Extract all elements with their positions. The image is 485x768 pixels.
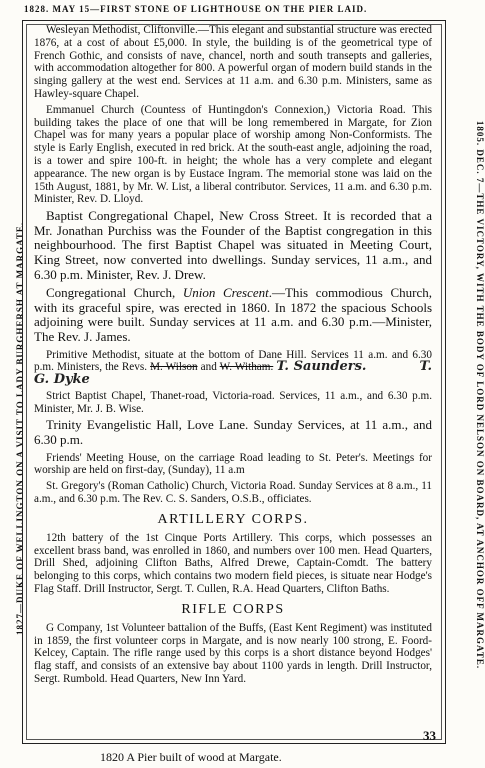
friends-paragraph: Friends' Meeting House, on the carriage Road leading to St. Peter's. Meetings for worship are held on first-day, (Sunday), 11 a.m <box>34 451 432 477</box>
baptist-paragraph: Baptist Congregational Chapel, New Cross Street. It is recorded that a Mr. Jonathan Purchiss was the Founder of the Baptist congregation in this neighbourhood. The first Baptist Chapel was situated in Meeting Court, King Street, now converted into dwellings. Sunday services, 11 a.m., and 6.30 p.m. Minister, Rev. J. Drew. <box>34 208 432 282</box>
congregational-title: Congregational Church, <box>46 285 176 301</box>
artillery-heading: ARTILLERY CORPS. <box>157 511 309 527</box>
congregational-paragraph <box>34 286 432 344</box>
primitive-paragraph <box>34 349 432 387</box>
page-content <box>34 24 432 689</box>
top-margin-strip: 1828. MAY 15—FIRST STONE OF LIGHTHOUSE ON THE PIER LAID. <box>24 4 368 14</box>
st-gregory-paragraph: St. Gregory's (Roman Catholic) Church, Victoria Road. Sunday Services at 8 a.m., 11 a.m., and 6.30 p.m. The Rev. C. S. Sanders, O.S.B., officiates. <box>34 480 432 506</box>
bottom-margin-strip: 1820 A Pier built of wood at Margate. <box>100 750 282 764</box>
trinity-paragraph: Trinity Evangelistic Hall, Love Lane. Sunday Services, at 11 a.m., and 6.30 p.m. <box>34 417 432 448</box>
rifle-heading: RIFLE CORPS <box>181 601 285 617</box>
primitive-and: and <box>200 361 217 374</box>
page-number: 33 <box>423 728 436 743</box>
congregational-body: .—This commodious Church, with its graceful spire, was erected in 1860. In 1872 the spacious Schools adjoining were built. Sunday services at 11 a.m. and 6.30 p.m.—Minister, The Rev. J. James. <box>34 285 432 344</box>
struck-minister-2: W. Witham. <box>219 361 274 374</box>
emmanuel-paragraph: Emmanuel Church (Countess of Huntingdon's Connexion,) Victoria Road. This building takes the place of one that will be long remembered in Margate, for Zion Chapel was for many years a popular place of worship among Non-Conformists. The style is Early English, executed in red brick. At the south-east angle, adjoining the road, is a tower and spire 100-ft. in height; the whole has a very complete and elegant appearance. The new organ is by Eustace Ingram. The memorial stone was laid on the 15th August, 1881, by Mr. W. List, a liberal contributor. Services, 11 a.m. and 6.30 p.m. Minister, Rev. D. Lloyd. <box>34 103 432 206</box>
congregational-location: Union Crescent <box>182 285 269 301</box>
struck-minister-1: M. Wilson <box>150 361 198 374</box>
handwritten-name-2: T. G. Dyke <box>34 359 433 388</box>
wesleyan-paragraph: Wesleyan Methodist, Cliftonville.—This elegant and substantial structure was erected 1876, at a cost of about £5,000. In style, the building is of the geometrical type of French Gothic, and consists of nave, chancel, north and south transepts and galleries, with accommodation altogether for 800. A powerful organ of modern build stands in the singing gallery at the west end. Services at 11 a.m. and 6.30 p.m. Ministers, same as Hawley-square Chapel. <box>34 24 432 100</box>
left-margin-strip: 1827—DUKE OF WELLINGTON ON A VISIT TO LADY BURGHERSH AT MARGATE. <box>15 221 25 635</box>
right-margin-strip: 1805. DEC. 7—THE VICTORY, WITH THE BODY OF LORD NELSON ON BOARD, AT ANCHOR OFF MARGATE. <box>475 120 485 670</box>
artillery-paragraph: 12th battery of the 1st Cinque Ports Artillery. This corps, which possesses an excellent brass band, was enrolled in 1860, and numbers over 100 men. Head Quarters, Drill Shed, adjoining Clifton Baths, Alfred Drewe, Captain-Comdt. The battery belonging to this corps, which contains two modern field pieces, is situate near Hodge's Flag Staff. Drill Instructor, Sergt. T. Cullen, R.A. Head Quarters, Clifton Baths. <box>34 531 432 596</box>
primitive-body: Primitive Methodist, situate at the bottom of Dane Hill. Services 11 a.m. and 6.30 p.m. Ministers, the Revs. <box>34 348 432 374</box>
rifle-paragraph: G Company, 1st Volunteer battalion of the Buffs, (East Kent Regiment) was instituted in 1859, the first volunteer corps in Margate, and is now nearly 100 strong, E. Foord-Kelcey, Captain. The rifle range used by this corps is a short distance beyond Hodges' flag staff, and consists of an extensive bay about 1100 yards in length. Drill Instructor, Sergt. Rumbold. Head Quarters, New Inn Yard. <box>34 621 432 686</box>
handwritten-name-1: T. Saunders. <box>276 359 367 375</box>
strict-baptist-paragraph: Strict Baptist Chapel, Thanet-road, Victoria-road. Services, 11 a.m., and 6.30 p.m. Minister, Mr. J. B. Wise. <box>34 389 432 415</box>
